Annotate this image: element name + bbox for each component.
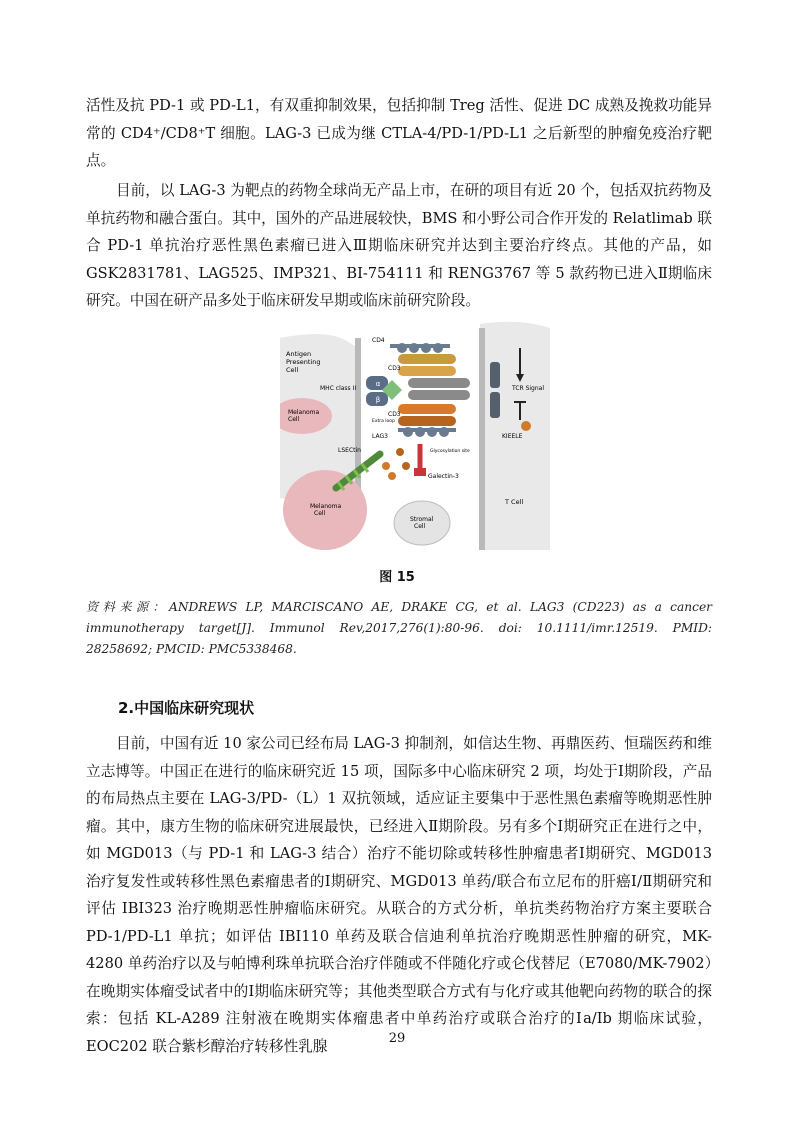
extra-loop-label: Extra loop: [372, 419, 395, 424]
tcr-alpha: [408, 378, 470, 388]
melanoma-1-label-2: Cell: [288, 416, 300, 423]
lsectin-label: LSECtin: [338, 447, 361, 454]
cd3-upper-2: [398, 366, 456, 376]
apc-label-1: Antigen: [286, 350, 312, 358]
melanoma-1-label-1: Melanoma: [288, 409, 320, 416]
signal-block-1: [490, 362, 500, 388]
kieele-dot: [521, 421, 531, 431]
cd3-lower-2: [398, 416, 456, 426]
stromal-label-1: Stromal: [410, 516, 434, 523]
figure-caption: 图 15: [379, 570, 415, 585]
apc-label-3: Cell: [286, 366, 299, 374]
mhc-label: MHC class II: [320, 385, 357, 392]
figure-source: 资料来源：ANDREWS LP, MARCISCANO AE, DRAKE CG, et al. LAG3 (CD223) as a cancer immunotherapy target[J]. Immunol Rev,2017,276(1):80-96. doi: 10.1111/imr.12519. PMID: 28258692; PMCID: PMC5338468.: [86, 600, 712, 656]
apc-label-2: Presenting: [286, 358, 321, 366]
section-heading: 2.中国临床研究现状: [118, 699, 255, 717]
kieele-label: KIEELE: [502, 433, 523, 440]
lag3-mechanism-figure: [280, 318, 550, 550]
stromal-label-2: Cell: [414, 523, 426, 530]
cd4-label: CD4: [372, 337, 385, 344]
cd3-bottom-label: CD3: [388, 411, 401, 418]
signal-block-2: [490, 392, 500, 418]
glyco-label: Glycosylation site: [430, 449, 470, 454]
paragraph-2: 目前，以 LAG-3 为靶点的药物全球尚无产品上市，在研的项目有近 20 个，包括双抗药物及单抗药物和融合蛋白。其中，国外的产品进展较快，BMS 和小野公司合作开发的 Relatlimab 联合 PD-1 单抗治疗恶性黑色素瘤已进入Ⅲ期临床研究并达到主要治疗终点。其他的产品，如 GSK2831781、LAG525、IMP321、BI-754111 和 RENG3767 等 5 款药物已进入Ⅱ期临床研究。中国在研产品多处于临床研发早期或临床前研究阶段。: [86, 182, 712, 309]
cd3-lower-1: [398, 404, 456, 414]
tcell-label: T Cell: [505, 498, 524, 506]
cd3-upper-1: [398, 354, 456, 364]
tcr-beta: [408, 390, 470, 400]
page-number: 29: [388, 1031, 406, 1046]
paragraph-3: 目前，中国有近 10 家公司已经布局 LAG-3 抑制剂，如信达生物、再鼎医药、恒瑞医药和维立志博等。中国正在进行的临床研究近 15 项，国际多中心临床研究 2 项，均处于Ⅰ期阶段，产品的布局热点主要在 LAG-3/PD-（L）1 双抗领域，适应证主要集中于恶性黑色素瘤等晚期恶性肿瘤。其中，康方生物的临床研究进展最快，已经进入Ⅱ期阶段。另有多个Ⅰ期研究正在进行之中，如 MGD013（与 PD-1 和 LAG-3 结合）治疗不能切除或转移性肿瘤患者Ⅰ期研究、MGD013 治疗复发性或转移性黑色素瘤患者的Ⅰ期研究、MGD013 单药/联合布立尼布的肝癌Ⅰ/Ⅱ期研究和评估 IBI323 治疗晚期恶性肿瘤临床研究。从联合的方式分析，单抗类药物治疗方案主要联合 PD-1/PD-L1 单抗；如评估 IBI110 单药及联合信迪利单抗治疗晚期恶性肿瘤的研究，MK-4280 单药治疗以及与帕博利珠单抗联合治疗伴随或不伴随化疗或仑伐替尼（E7080/MK-7902）在晚期实体瘤受试者中的Ⅰ期临床研究等；其他类型联合方式有与化疗或其他靶向药物的联合的探索：包括 KL-A289 注射液在晚期实体瘤患者中单药治疗或联合治疗的Ⅰa/Ib 期临床试验，EOC202 联合紫杉醇治疗转移性乳腺: [86, 735, 712, 1055]
svg-text:α: α: [375, 380, 381, 388]
galectin-label: Galectin-3: [428, 473, 459, 480]
melanoma-2-label-1: Melanoma: [310, 503, 342, 510]
melanoma-2-label-2: Cell: [314, 510, 326, 517]
tcr-signal-label: TCR Signal: [512, 385, 545, 392]
cd3-top-label: CD3: [388, 365, 401, 372]
svg-text:β: β: [375, 396, 381, 404]
paragraph-1: 活性及抗 PD-1 或 PD-L1，有双重抑制效果，包括抑制 Treg 活性、促进 DC 成熟及挽救功能异常的 CD4⁺/CD8⁺T 细胞。LAG-3 已成为继 CTLA-4/PD-1/PD-L1 之后新型的肿瘤免疫治疗靶点。: [86, 97, 712, 169]
lag3-label: LAG3: [372, 433, 388, 440]
